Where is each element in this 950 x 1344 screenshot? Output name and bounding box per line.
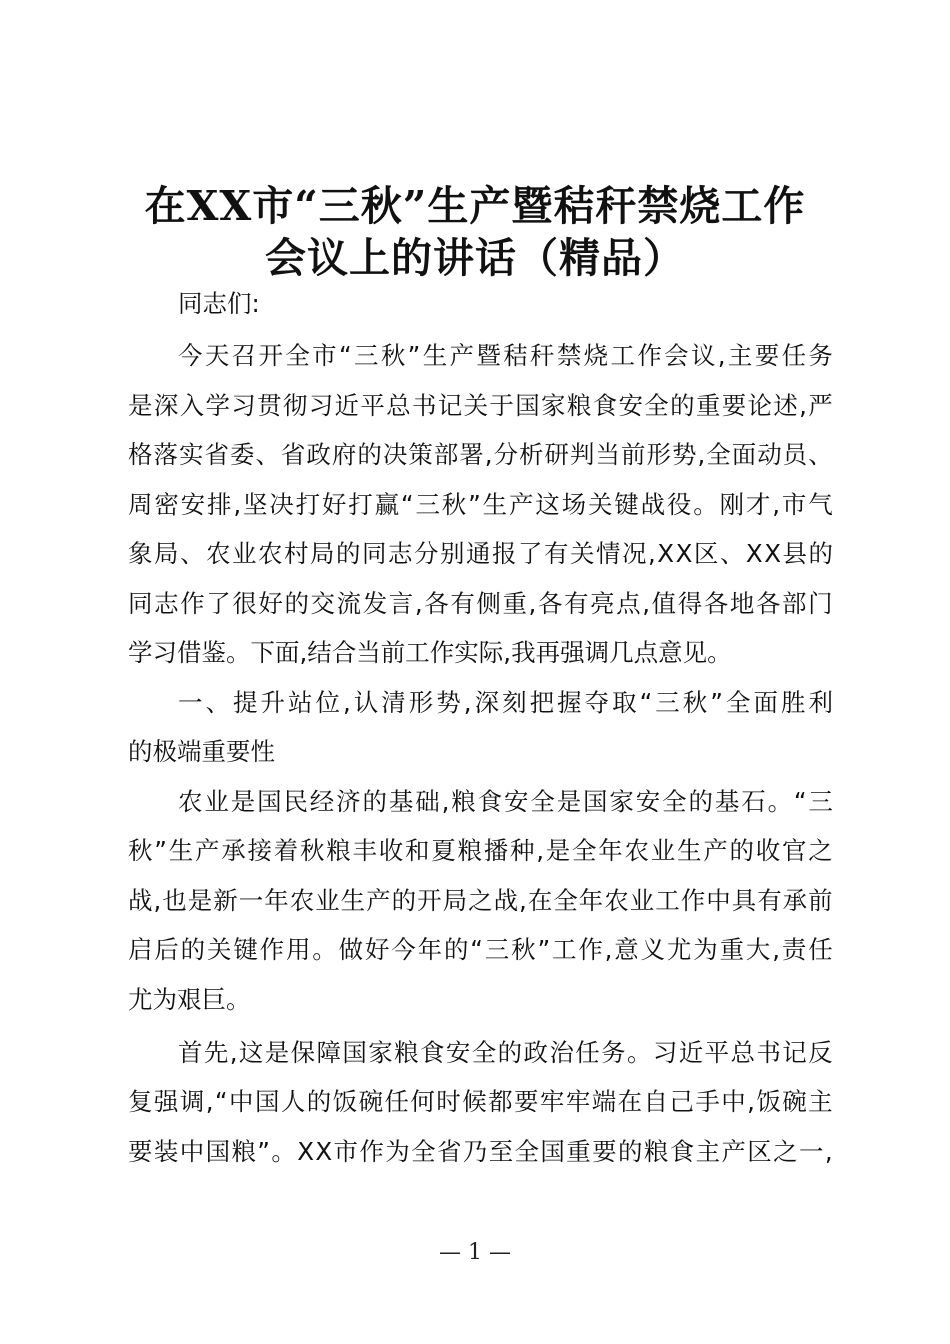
document-title-line-2: 会议上的讲话（精品） [265, 234, 685, 282]
paragraph-3-line: 复 强 调 , “ 中 国 人 的 饭 碗 任 何 时 候 都 要 牢 牢 端 在 自 己 手 中 , 饭 碗 主 [128, 1087, 833, 1116]
paragraph-2-line: 启 后 的 关 键 作 用 。 做 好 今 年 的 “ 三 秋 ” 工 作 , 意 义 尤 为 重 大 , 责 任 [128, 935, 833, 964]
paragraph-1-line: 学习借鉴。下面,结合当前工作实际,我再强调几点意见。 [128, 638, 732, 667]
greeting: 同志们: [178, 289, 260, 318]
paragraph-2-line: 秋 ” 生 产 承 接 着 秋 粮 丰 收 和 夏 粮 播 种 , 是 全 年 农 业 生 产 的 收 官 之 [128, 836, 833, 865]
document-title-line-1: 在XX市“三秋”生产暨秸秆禁烧工作 [144, 182, 806, 230]
paragraph-1-line: 格 落 实 省 委 、 省 政 府 的 决 策 部 署 , 分 析 研 判 当 前 形 势 , 全 面 动 员 、 [128, 440, 833, 469]
paragraph-1-line: 是 深 入 学 习 贯 彻 习 近 平 总 书 记 关 于 国 家 粮 食 安 全 的 重 要 论 述 , 严 [128, 391, 833, 420]
paragraph-1-line: 象 局 、 农 业 农 村 局 的 同 志 分 别 通 报 了 有 关 情 况 , X X 区 、 X X 县 的 [128, 539, 833, 568]
page-number: — 1 — [439, 1240, 511, 1265]
paragraph-2-line: 战 , 也 是 新 一 年 农 业 生 产 的 开 局 之 战 , 在 全 年 农 业 工 作 中 具 有 承 前 [128, 886, 833, 915]
paragraph-2-line: 农 业 是 国 民 经 济 的 基 础 , 粮 食 安 全 是 国 家 安 全 的 基 石 。 “ 三 [178, 787, 833, 816]
section-heading-line: 一 、 提 升 站 位 , 认 清 形 势 , 深 刻 把 握 夺 取 “ 三 秋 ” 全 面 胜 利 [178, 688, 833, 717]
paragraph-1-line: 同 志 作 了 很 好 的 交 流 发 言 , 各 有 侧 重 , 各 有 亮 点 , 值 得 各 地 各 部 门 [128, 589, 833, 618]
paragraph-3-line: 要 装 中 国 粮 ” 。 X X 市 作 为 全 省 乃 至 全 国 重 要 的 粮 食 主 产 区 之 一 , [128, 1137, 833, 1166]
section-heading-line: 的极端重要性 [128, 737, 275, 766]
paragraph-1-line: 周 密 安 排 , 坚 决 打 好 打 赢 “ 三 秋 ” 生 产 这 场 关 键 战 役 。 刚 才 , 市 气 [128, 490, 833, 519]
paragraph-1-line: 今 天 召 开 全 市 “ 三 秋 ” 生 产 暨 秸 秆 禁 烧 工 作 会 议 , 主 要 任 务 [178, 341, 833, 370]
paragraph-3-line: 首 先 , 这 是 保 障 国 家 粮 食 安 全 的 政 治 任 务 。 习 近 平 总 书 记 反 [178, 1038, 833, 1067]
paragraph-2-line: 尤为艰巨。 [128, 985, 251, 1014]
